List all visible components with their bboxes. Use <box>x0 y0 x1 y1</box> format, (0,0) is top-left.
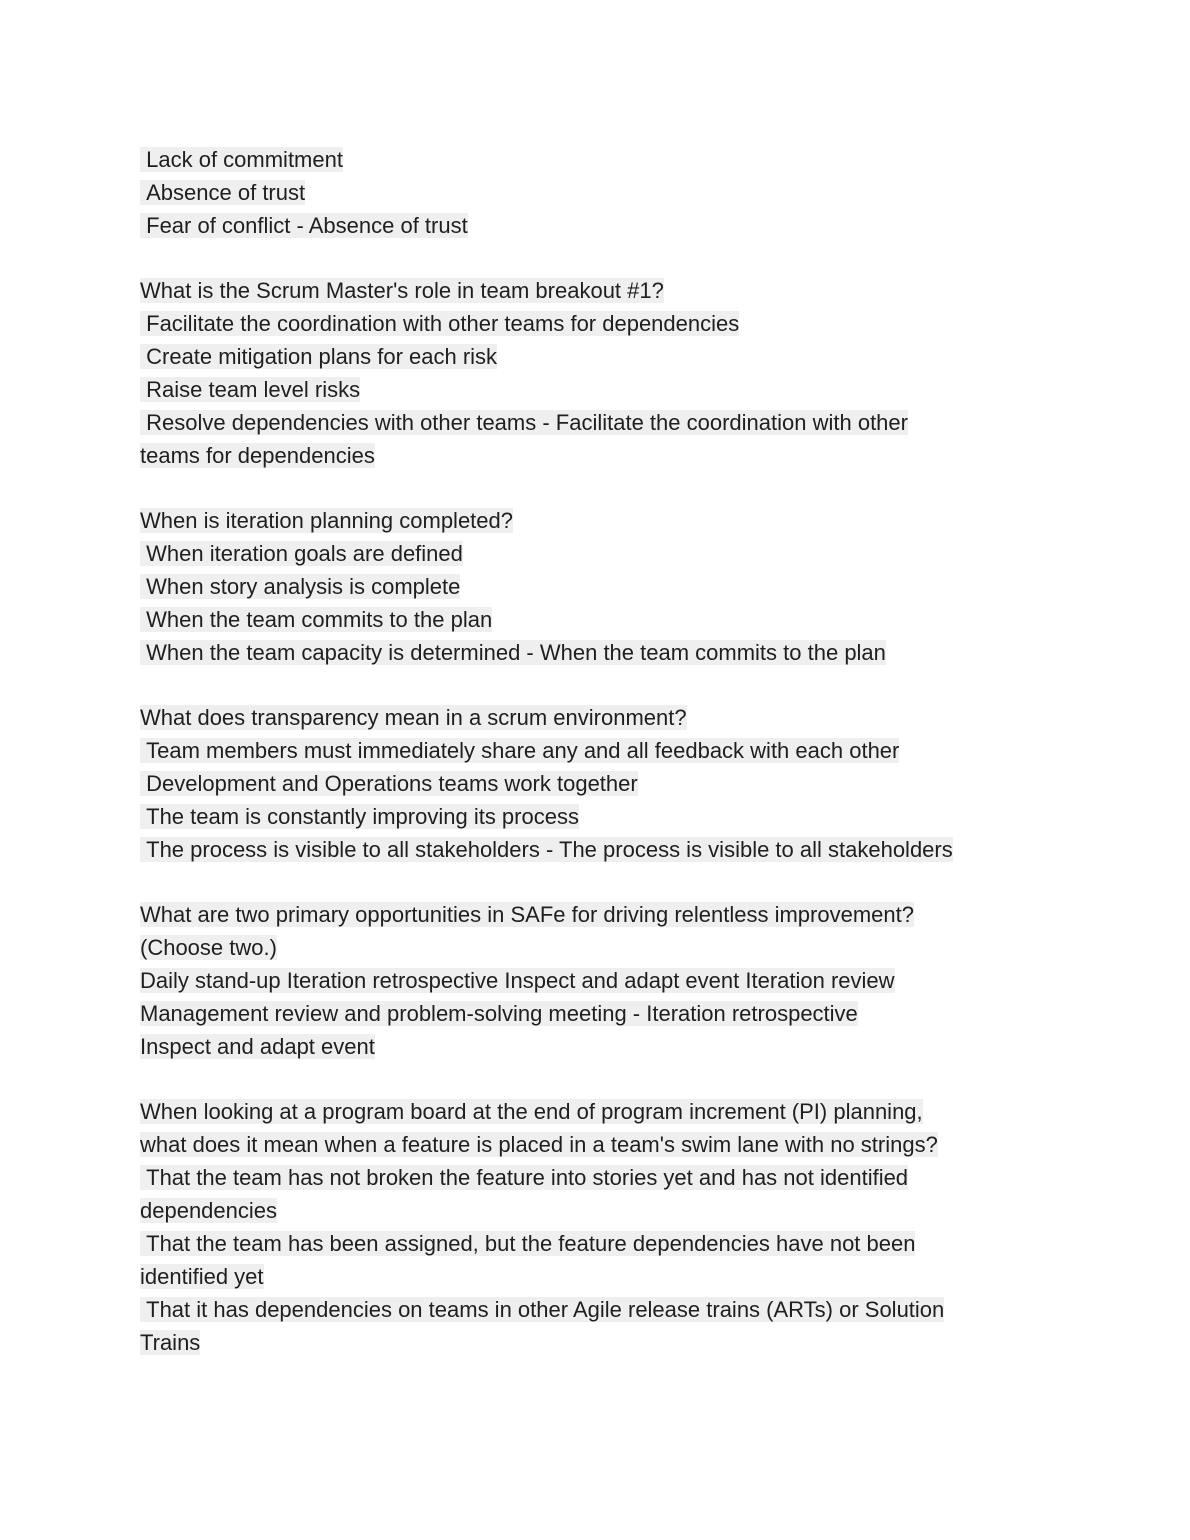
answer-line <box>140 1293 1062 1326</box>
question-line <box>140 274 1062 307</box>
highlighted-text: When looking at a program board at the end of program increment (PI) planning, <box>140 1099 923 1124</box>
highlighted-text: Resolve dependencies with other teams - Facilitate the coordination with other <box>140 410 908 435</box>
answer-line <box>140 1161 1062 1194</box>
highlighted-text: Lack of commitment <box>140 147 343 172</box>
question-line <box>140 1095 1062 1128</box>
answer-line <box>140 734 1062 767</box>
highlighted-text: When story analysis is complete <box>140 574 460 599</box>
highlighted-text: (Choose two.) <box>140 935 277 960</box>
answer-line <box>140 636 1062 669</box>
answer-line <box>140 537 1062 570</box>
answer-line <box>140 570 1062 603</box>
highlighted-text: identified yet <box>140 1264 264 1289</box>
highlighted-text: Team members must immediately share any and all feedback with each other <box>140 738 899 763</box>
continuation-line <box>140 439 1062 472</box>
answer-line <box>140 340 1062 373</box>
qa-block <box>140 1095 1062 1359</box>
highlighted-text: The process is visible to all stakeholders - The process is visible to all stakeholders <box>140 837 953 862</box>
question-line <box>140 504 1062 537</box>
highlighted-text: Management review and problem-solving meeting - Iteration retrospective <box>140 1001 858 1026</box>
answer-line <box>140 209 1062 242</box>
continuation-line <box>140 1030 1062 1063</box>
continuation-line <box>140 1260 1062 1293</box>
continuation-line <box>140 1194 1062 1227</box>
highlighted-text: When the team capacity is determined - When the team commits to the plan <box>140 640 886 665</box>
question-line <box>140 701 1062 734</box>
continuation-line <box>140 1326 1062 1359</box>
answer-line <box>140 603 1062 636</box>
continuation-line <box>140 997 1062 1030</box>
answer-line <box>140 307 1062 340</box>
highlighted-text: Raise team level risks <box>140 377 360 402</box>
highlighted-text: Facilitate the coordination with other teams for dependencies <box>140 311 739 336</box>
highlighted-text: what does it mean when a feature is placed in a team's swim lane with no strings? <box>140 1132 938 1157</box>
qa-block <box>140 701 1062 866</box>
highlighted-text: What does transparency mean in a scrum environment? <box>140 705 687 730</box>
qa-block <box>140 274 1062 472</box>
answer-line <box>140 373 1062 406</box>
answer-line <box>140 767 1062 800</box>
answer-line <box>140 964 1062 997</box>
highlighted-text: Fear of conflict - Absence of trust <box>140 213 468 238</box>
answer-line <box>140 406 1062 439</box>
answer-line <box>140 833 1062 866</box>
highlighted-text: Daily stand-up Iteration retrospective Inspect and adapt event Iteration review <box>140 968 895 993</box>
highlighted-text: Development and Operations teams work together <box>140 771 638 796</box>
qa-block <box>140 504 1062 669</box>
answer-line <box>140 1227 1062 1260</box>
highlighted-text: Inspect and adapt event <box>140 1034 375 1059</box>
highlighted-text: What are two primary opportunities in SAFe for driving relentless improvement? <box>140 902 914 927</box>
continuation-line <box>140 1128 1062 1161</box>
highlighted-text: The team is constantly improving its process <box>140 804 579 829</box>
question-line <box>140 898 1062 931</box>
highlighted-text: dependencies <box>140 1198 278 1223</box>
answer-line <box>140 800 1062 833</box>
highlighted-text: That the team has not broken the feature into stories yet and has not identified <box>140 1165 908 1190</box>
answer-line <box>140 143 1062 176</box>
highlighted-text: When is iteration planning completed? <box>140 508 514 533</box>
highlighted-text: Absence of trust <box>140 180 305 205</box>
highlighted-text: What is the Scrum Master's role in team breakout #1? <box>140 278 664 303</box>
highlighted-text: Create mitigation plans for each risk <box>140 344 497 369</box>
highlighted-text: When the team commits to the plan <box>140 607 492 632</box>
highlighted-text: That the team has been assigned, but the feature dependencies have not been <box>140 1231 915 1256</box>
highlighted-text: Trains <box>140 1330 201 1355</box>
qa-block <box>140 143 1062 242</box>
qa-block <box>140 898 1062 1063</box>
continuation-line <box>140 931 1062 964</box>
highlighted-text: That it has dependencies on teams in other Agile release trains (ARTs) or Solution <box>140 1297 944 1322</box>
answer-line <box>140 176 1062 209</box>
highlighted-text: When iteration goals are defined <box>140 541 463 566</box>
highlighted-text: teams for dependencies <box>140 443 375 468</box>
